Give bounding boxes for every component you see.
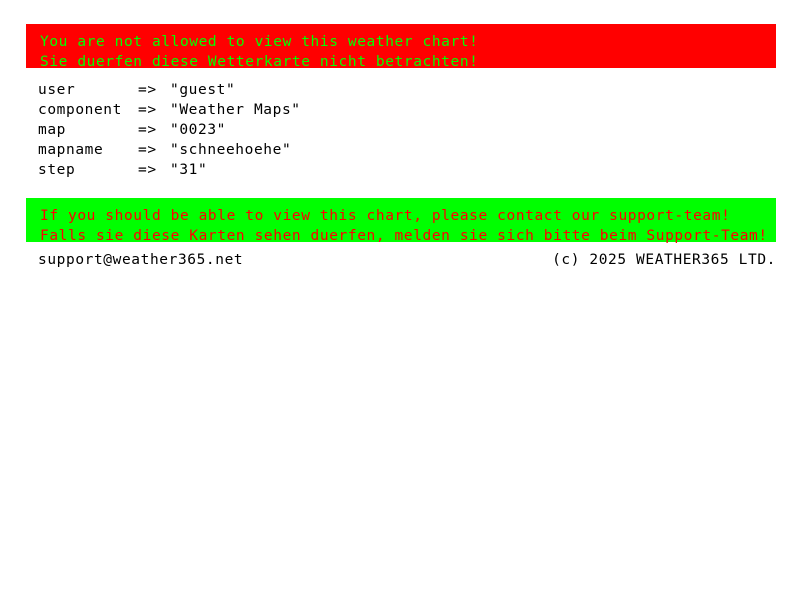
- parameter-arrow-icon: =>: [138, 162, 157, 178]
- parameter-value: "Weather Maps": [170, 102, 301, 118]
- parameter-arrow-icon: =>: [138, 122, 157, 138]
- parameter-key: component: [38, 102, 122, 118]
- parameter-row-mapname: [38, 140, 301, 160]
- parameter-row-component: [38, 100, 301, 120]
- parameter-key: mapname: [38, 142, 104, 158]
- support-email-link[interactable]: support@weather365.net: [38, 252, 244, 268]
- parameter-arrow-icon: =>: [138, 102, 157, 118]
- footer: [38, 250, 776, 270]
- parameter-row-user: [38, 80, 301, 100]
- parameter-key: map: [38, 122, 66, 138]
- support-banner: [26, 198, 776, 242]
- parameter-key: user: [38, 82, 76, 98]
- parameter-value: "0023": [170, 122, 226, 138]
- error-message-de: Sie duerfen diese Wetterkarte nicht betrachten!: [40, 54, 479, 70]
- support-message-en: If you should be able to view this chart, please contact our support-team!: [40, 208, 731, 224]
- parameter-row-map: [38, 120, 301, 140]
- copyright-text: (c) 2025 WEATHER365 LTD.: [552, 252, 776, 268]
- parameter-key: step: [38, 162, 76, 178]
- parameter-value: "schneehoehe": [170, 142, 292, 158]
- error-banner: [26, 24, 776, 68]
- parameter-arrow-icon: =>: [138, 82, 157, 98]
- error-message-en: You are not allowed to view this weather chart!: [40, 34, 479, 50]
- support-message-de: Falls sie diese Karten sehen duerfen, melden sie sich bitte beim Support-Team!: [40, 228, 768, 244]
- parameter-value: "31": [170, 162, 208, 178]
- parameter-list: [38, 80, 301, 180]
- parameter-arrow-icon: =>: [138, 142, 157, 158]
- parameter-row-step: [38, 160, 301, 180]
- parameter-value: "guest": [170, 82, 236, 98]
